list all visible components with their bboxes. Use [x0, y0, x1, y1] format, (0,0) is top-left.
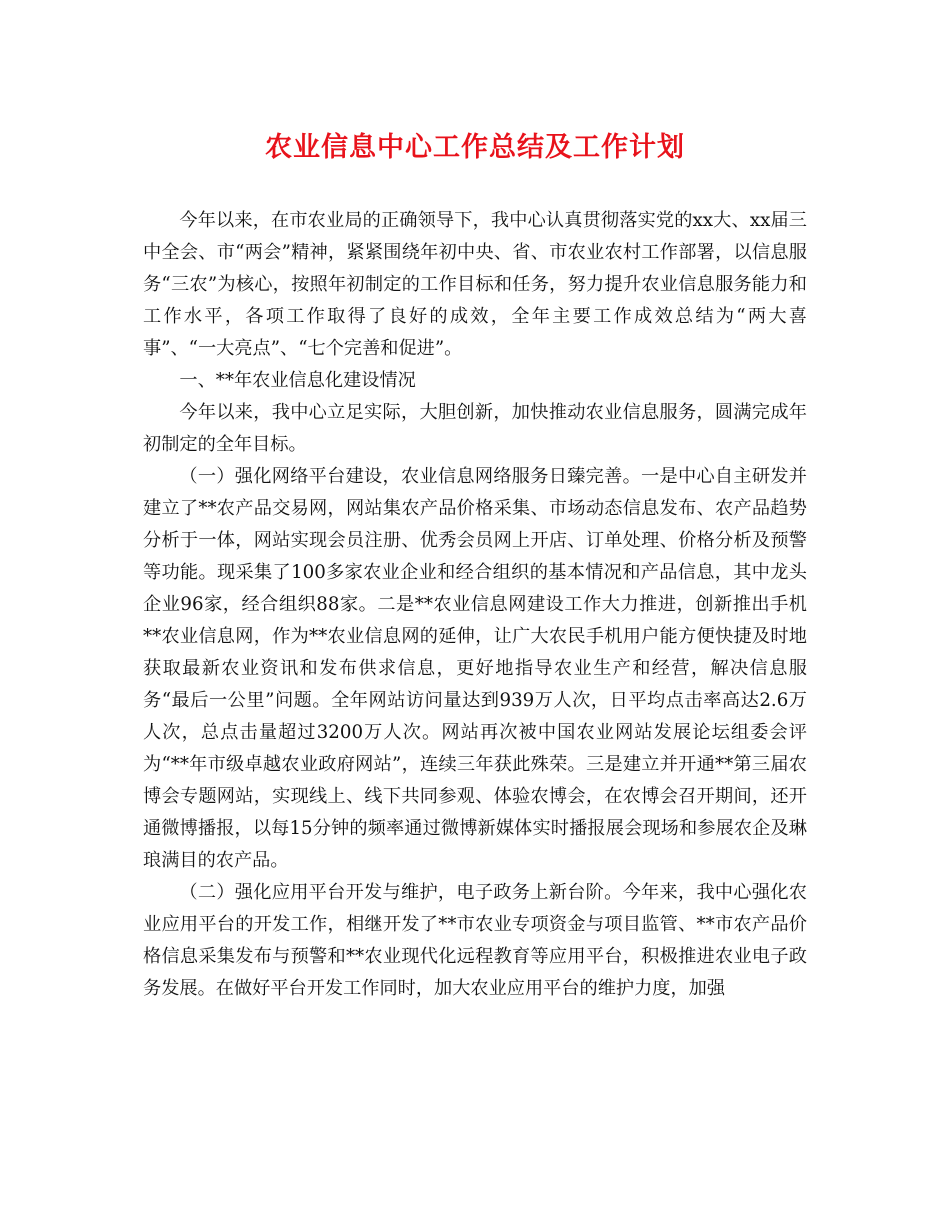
paragraph-intro: 今年以来，在市农业局的正确领导下，我中心认真贯彻落实党的xx大、xx届三中全会、市“两会”精神，紧紧围绕年初中央、省、市农业农村工作部署，以信息服务“三农”为核心，按照年初制定的工作目标和任务，努力提升农业信息服务能力和工作水平，各项工作取得了良好的成效，全年主要工作成效总结为“两大喜事”、“一大亮点”、“七个完善和促进”。 [143, 210, 807, 359]
paragraph-summary: 今年以来，我中心立足实际，大胆创新，加快推动农业信息服务，圆满完成年初制定的全年目标。 [143, 402, 807, 455]
paragraph-network-platform: （一）强化网络平台建设，农业信息网络服务日臻完善。一是中心自主研发并建立了**农产品交易网，网站集农产品价格采集、市场动态信息发布、农产品趋势分析于一体，网站实现会员注册、优秀会员网上开店、订单处理、价格分析及预警等功能。现采集了100多家农业企业和经合组织的基本情况和产品信息，其中龙头企业96家，经合组织88家。二是**农业信息网建设工作大力推进，创新推出手机**农业信息网，作为**农业信息网的延伸，让广大农民手机用户能方便快捷及时地获取最新农业资讯和发布供求信息，更好地指导农业生产和经营，解决信息服务“最后一公里”问题。全年网站访问量达到939万人次，日平均点击率高达2.6万人次，总点击量超过3200万人次。网站再次被中国农业网站发展论坛组委会评为“**年市级卓越农业政府网站”，连续三年获此殊荣。三是建立并开通**第三届农博会专题网站，实现线上、线下共同参观、体验农博会，在农博会召开期间，还开通微博播报，以每15分钟的频率通过微博新媒体实时播报展会现场和参展农企及琳琅满目的农产品。 [143, 466, 807, 871]
paragraph-application-platform: （二）强化应用平台开发与维护，电子政务上新台阶。今年来，我中心强化农业应用平台的开发工作，相继开发了**市农业专项资金与项目监管、**市农产品价格信息采集发布与预警和**农业现代化远程教育等应用平台，积极推进农业电子政务发展。在做好平台开发工作同时，加大农业应用平台的维护力度，加强 [143, 882, 807, 999]
section-heading-1: 一、**年农业信息化建设情况 [179, 370, 416, 391]
document-body [143, 205, 807, 1005]
document-title: 农业信息中心工作总结及工作计划 [265, 132, 685, 163]
